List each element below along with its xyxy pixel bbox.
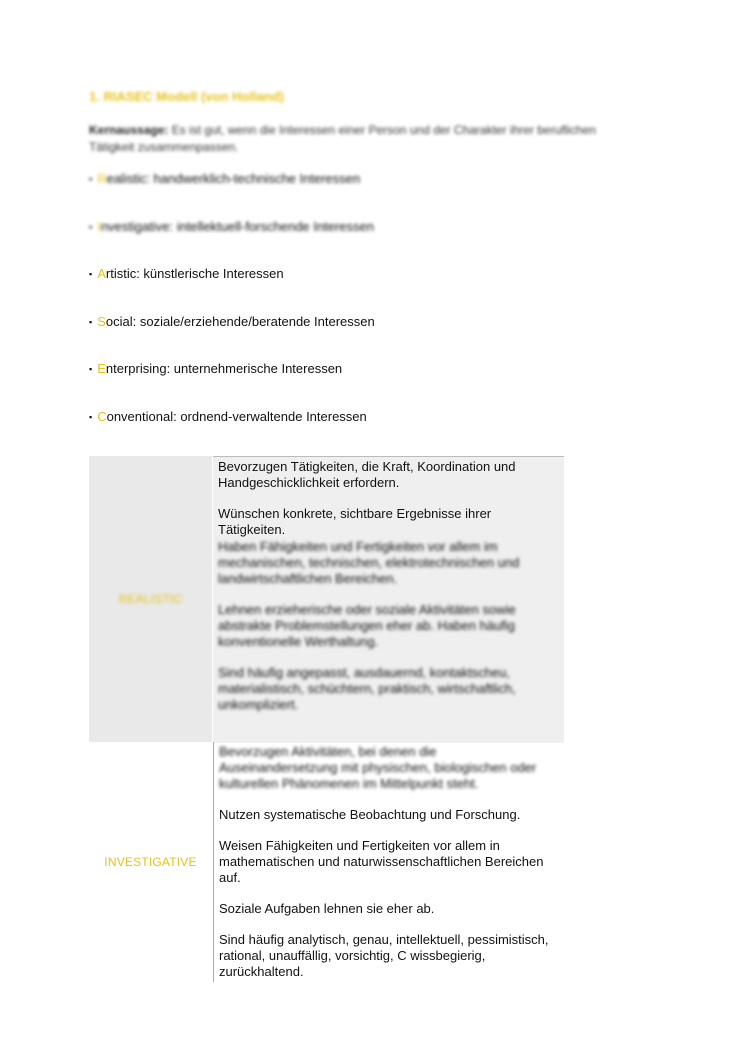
riasec-initial: S xyxy=(97,314,106,329)
riasec-table xyxy=(89,456,564,982)
investigative-label: INVESTIGATIVE xyxy=(104,855,197,869)
riasec-description: ealistic: handwerklich-technische Interessen xyxy=(106,171,361,186)
realistic-paragraph: Lehnen erzieherische oder soziale Aktivitäten sowie abstrakte Problemstellungen eher ab. Haben häufig konventionelle Werthaltung. xyxy=(218,602,516,649)
section-heading: 1. RIASEC Modell (von Holland) xyxy=(89,89,285,104)
realistic-paragraph: Sind häufig angepasst, ausdauernd, kontaktscheu, materialistisch, schüchtern, praktisch, wirtschaftlich, unkompliziert. xyxy=(218,665,516,712)
riasec-item-artistic xyxy=(89,266,284,281)
bullet-icon: ▪ xyxy=(89,222,93,232)
key-statement xyxy=(89,122,609,156)
riasec-description: onventional: ordnend-verwaltende Interessen xyxy=(106,409,367,424)
riasec-initial: E xyxy=(97,361,106,376)
realistic-label-cell xyxy=(89,456,212,742)
bullet-icon: ▪ xyxy=(89,317,93,327)
riasec-description: nvestigative: intellektuell-forschende Interessen xyxy=(100,219,374,234)
realistic-paragraph: Haben Fähigkeiten und Fertigkeiten vor allem im mechanischen, technischen, elektrotechnischen und landwirtschaftlichen Bereichen. xyxy=(218,539,520,586)
realistic-paragraph: Bevorzugen Tätigkeiten, die Kraft, Koordination und Handgeschicklichkeit erfordern. xyxy=(218,459,516,490)
riasec-description: nterprising: unternehmerische Interessen xyxy=(105,361,343,376)
riasec-item-conventional xyxy=(89,409,367,424)
investigative-paragraph: Nutzen systematische Beobachtung und Forschung. xyxy=(219,807,521,822)
bullet-icon: ▪ xyxy=(89,269,93,279)
riasec-initial: C xyxy=(97,409,107,424)
riasec-item-social xyxy=(89,314,375,329)
bullet-icon: ▪ xyxy=(89,174,93,184)
investigative-label-cell xyxy=(89,742,212,982)
realistic-label: REALISTIC xyxy=(118,592,183,606)
investigative-description-cell xyxy=(213,742,565,982)
investigative-paragraph: Bevorzugen Aktivitäten, bei denen die Auseinandersetzung mit physischen, biologischen oder kulturellen Phänomenen im Mittelpunkt steht. xyxy=(219,744,537,791)
bullet-icon: ▪ xyxy=(89,412,93,422)
key-statement-text: Es ist gut, wenn die Interessen einer Person und der Charakter ihrer beruflichen Tätigkeit zusammenpassen. xyxy=(89,123,596,154)
investigative-paragraph: Weisen Fähigkeiten und Fertigkeiten vor allem in mathematischen und naturwissenschaftlichen Bereichen auf. xyxy=(219,838,544,885)
riasec-initial: A xyxy=(97,266,106,281)
investigative-paragraph: Soziale Aufgaben lehnen sie eher ab. xyxy=(219,901,435,916)
riasec-item-enterprising xyxy=(89,361,342,376)
realistic-paragraph: Wünschen konkrete, sichtbare Ergebnisse ihrer Tätigkeiten. xyxy=(218,506,492,537)
riasec-item-investigative xyxy=(89,219,374,234)
bullet-icon: ▪ xyxy=(89,364,93,374)
realistic-description-cell xyxy=(213,456,564,743)
riasec-description: ocial: soziale/erziehende/beratende Interessen xyxy=(105,314,375,329)
investigative-paragraph: Sind häufig analytisch, genau, intellektuell, pessimistisch, rational, unauffällig, vorsichtig, C wissbegierig, zurückhaltend. xyxy=(219,932,549,979)
riasec-initial: I xyxy=(97,219,101,234)
riasec-item-realistic xyxy=(89,171,360,186)
key-statement-label: Kernaussage: xyxy=(89,123,169,137)
riasec-description: rtistic: künstlerische Interessen xyxy=(105,266,284,281)
riasec-initial: R xyxy=(97,171,107,186)
